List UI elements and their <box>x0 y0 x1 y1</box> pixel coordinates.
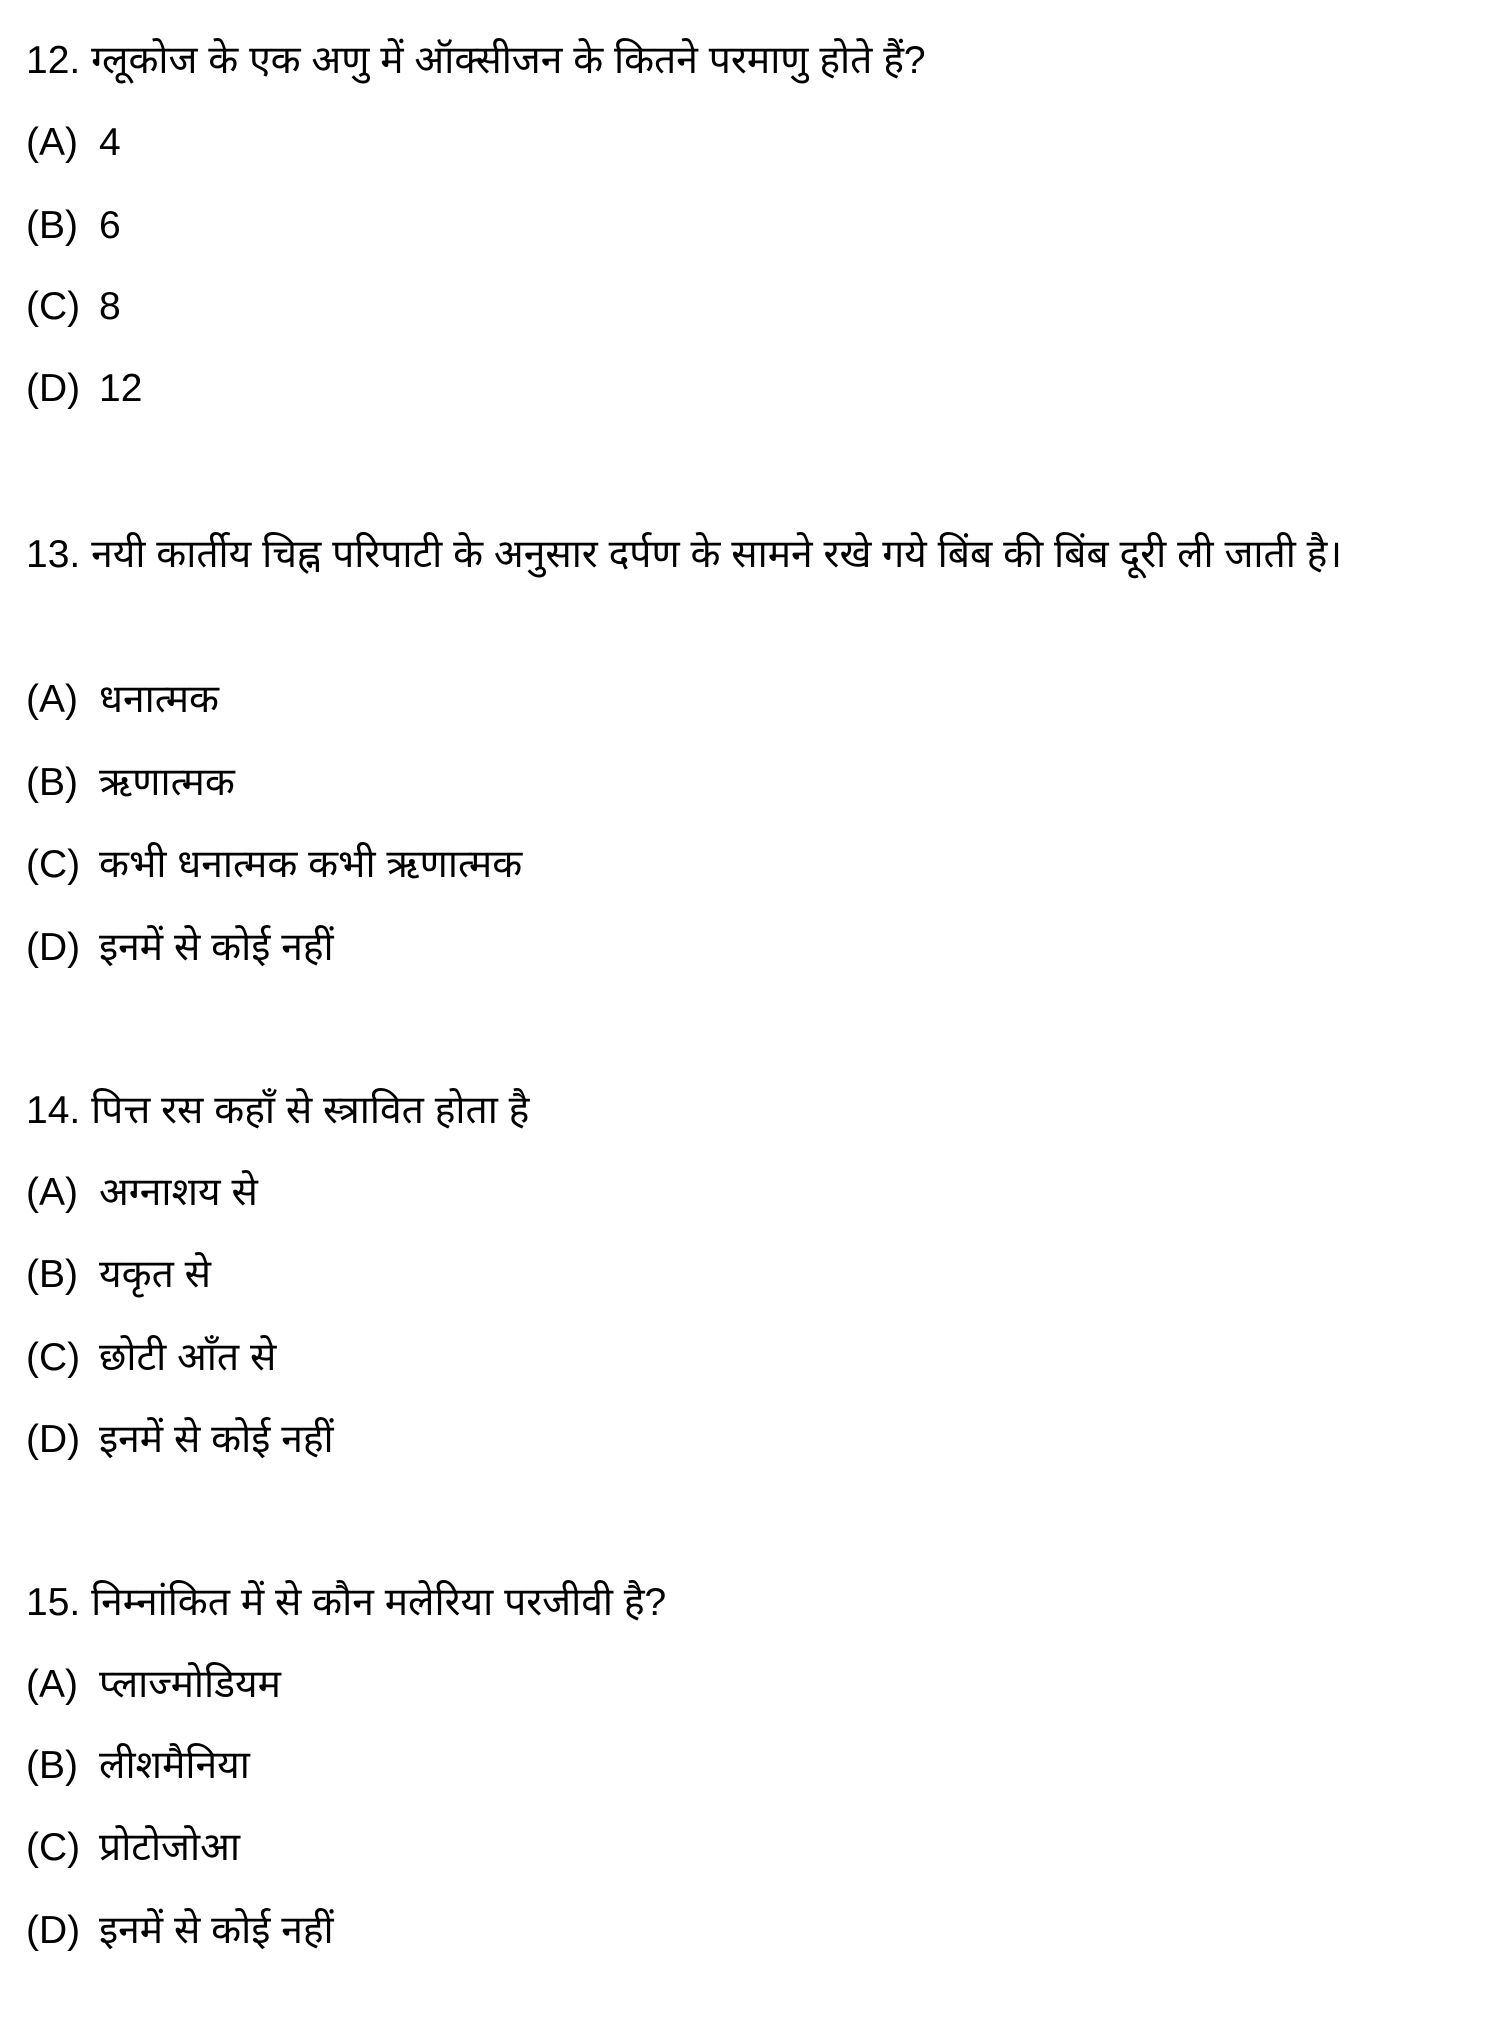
option <box>26 1251 211 1299</box>
option <box>26 202 121 250</box>
question-text: निम्नांकित में से कौन मलेरिया परजीवी है? <box>91 1581 667 1624</box>
option-text: कभी धनात्मक कभी ऋणात्मक <box>99 843 523 886</box>
option-label: (B) <box>26 204 78 247</box>
option-label: (D) <box>26 367 81 410</box>
option-text: इनमें से कोई नहीं <box>99 1418 334 1461</box>
option-label: (C) <box>26 843 81 886</box>
question-text: नयी कार्तीय चिह्न परिपाटी के अनुसार दर्पण के सामने रखे गये बिंब की बिंब दूरी ली जाती है। <box>91 533 1343 576</box>
option-label: (D) <box>26 1909 81 1952</box>
option-text: धनात्मक <box>99 678 219 721</box>
question-number: 13. <box>26 533 81 576</box>
option-label: (A) <box>26 1663 78 1706</box>
question-12 <box>26 37 926 85</box>
option-label: (A) <box>26 678 78 721</box>
question-text: पित्त रस कहाँ से स्त्रावित होता है <box>91 1089 530 1132</box>
question-14 <box>26 1087 529 1135</box>
option <box>26 759 235 807</box>
question-number: 12. <box>26 39 81 82</box>
option <box>26 283 121 331</box>
question-15 <box>26 1579 666 1627</box>
option-label: (B) <box>26 1253 78 1296</box>
option <box>26 1742 250 1790</box>
option <box>26 841 522 889</box>
option-text: यकृत से <box>99 1253 212 1296</box>
question-number: 14. <box>26 1089 81 1132</box>
option-label: (A) <box>26 121 78 164</box>
question-number: 15. <box>26 1581 81 1624</box>
option-text: अग्नाशय से <box>99 1171 258 1214</box>
option <box>26 924 334 972</box>
option-label: (B) <box>26 761 78 804</box>
option-text: छोटी आँत से <box>99 1336 277 1379</box>
option-label: (D) <box>26 926 81 969</box>
option-label: (C) <box>26 285 81 328</box>
option-label: (B) <box>26 1744 78 1787</box>
option-text: 8 <box>99 285 121 328</box>
option <box>26 1907 334 1955</box>
option-label: (D) <box>26 1418 81 1461</box>
option-text: 4 <box>99 121 121 164</box>
option-text: प्रोटोजोआ <box>99 1826 240 1869</box>
option-text: इनमें से कोई नहीं <box>99 926 334 969</box>
option <box>26 119 121 167</box>
option-text: 6 <box>99 204 121 247</box>
option <box>26 1416 334 1464</box>
option-text: प्लाज्मोडियम <box>99 1663 281 1706</box>
option-label: (A) <box>26 1171 78 1214</box>
option <box>26 365 142 413</box>
option-label: (C) <box>26 1336 81 1379</box>
option <box>26 1824 240 1872</box>
option <box>26 1661 281 1709</box>
option-text: 12 <box>99 367 143 410</box>
question-text: ग्लूकोज के एक अणु में ऑक्सीजन के कितने परमाणु होते हैं? <box>91 39 926 82</box>
option-text: इनमें से कोई नहीं <box>99 1909 334 1952</box>
option-text: लीशमैनिया <box>99 1744 250 1787</box>
option-label: (C) <box>26 1826 81 1869</box>
option <box>26 676 219 724</box>
option <box>26 1334 276 1382</box>
option <box>26 1169 258 1217</box>
option-text: ऋणात्मक <box>99 761 235 804</box>
question-13 <box>26 523 1466 587</box>
